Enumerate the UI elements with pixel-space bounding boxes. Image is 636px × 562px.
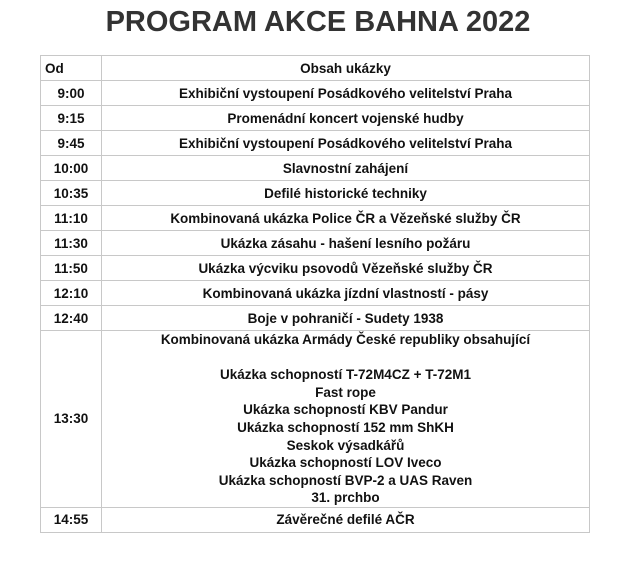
- table-row: [41, 131, 590, 156]
- row-time: 9:45: [41, 131, 102, 156]
- row-content: Boje v pohraničí - Sudety 1938: [102, 306, 590, 331]
- table-row: [41, 306, 590, 331]
- program-table: [40, 55, 590, 533]
- row-content: Exhibiční vystoupení Posádkového velitelství Praha: [102, 131, 590, 156]
- table-row: [41, 81, 590, 106]
- row-content: Ukázka zásahu - hašení lesního požáru: [102, 231, 590, 256]
- row-content: Kombinovaná ukázka Police ČR a Vězeňské služby ČR: [102, 206, 590, 231]
- multi-item: Ukázka schopností T-72M4CZ + T-72M1: [220, 367, 471, 383]
- row-time: 10:35: [41, 181, 102, 206]
- row-time: 11:30: [41, 231, 102, 256]
- row-time: 9:15: [41, 106, 102, 131]
- row-time: 12:40: [41, 306, 102, 331]
- row-time: 14:55: [41, 507, 102, 532]
- multi-heading: Kombinovaná ukázka Armády České republiky obsahující: [160, 332, 531, 347]
- row-time: 11:50: [41, 256, 102, 281]
- row-content: Defilé historické techniky: [102, 181, 590, 206]
- row-time: 13:30: [41, 331, 102, 508]
- table-row: [41, 206, 590, 231]
- row-content: Exhibiční vystoupení Posádkového velitelství Praha: [102, 81, 590, 106]
- column-header-time: Od: [41, 56, 102, 81]
- table-row-multi: [41, 331, 590, 508]
- row-content: Ukázka výcviku psovodů Vězeňské služby ČR: [102, 256, 590, 281]
- row-content: Kombinovaná ukázka jízdní vlastností - pásy: [102, 281, 590, 306]
- spacer: [106, 349, 585, 367]
- row-content: Promenádní koncert vojenské hudby: [102, 106, 590, 131]
- row-time: 12:10: [41, 281, 102, 306]
- row-content-multi: [102, 331, 590, 508]
- table-row: [41, 106, 590, 131]
- multi-item: Ukázka schopností LOV Iveco: [249, 455, 442, 471]
- multi-item: Ukázka schopností KBV Pandur: [243, 402, 448, 418]
- table-row: [41, 256, 590, 281]
- table-header-row: [41, 56, 590, 81]
- column-header-content: Obsah ukázky: [102, 56, 590, 81]
- table-row: [41, 507, 590, 532]
- multi-item: Fast rope: [315, 384, 376, 400]
- row-time: 10:00: [41, 156, 102, 181]
- multi-item: Seskok výsadkářů: [286, 437, 405, 453]
- multi-item: Ukázka schopností BVP-2 a UAS Raven: [218, 472, 473, 488]
- row-time: 11:10: [41, 206, 102, 231]
- row-content: Slavnostní zahájení: [102, 156, 590, 181]
- multi-item: 31. prchbo: [311, 490, 380, 506]
- table-row: [41, 181, 590, 206]
- table-row: [41, 281, 590, 306]
- table-row: [41, 156, 590, 181]
- table-row: [41, 231, 590, 256]
- row-content: Závěrečné defilé AČR: [102, 507, 590, 532]
- page-title: PROGRAM AKCE BAHNA 2022: [105, 6, 531, 38]
- row-time: 9:00: [41, 81, 102, 106]
- multi-item: Ukázka schopností 152 mm ShKH: [237, 419, 454, 435]
